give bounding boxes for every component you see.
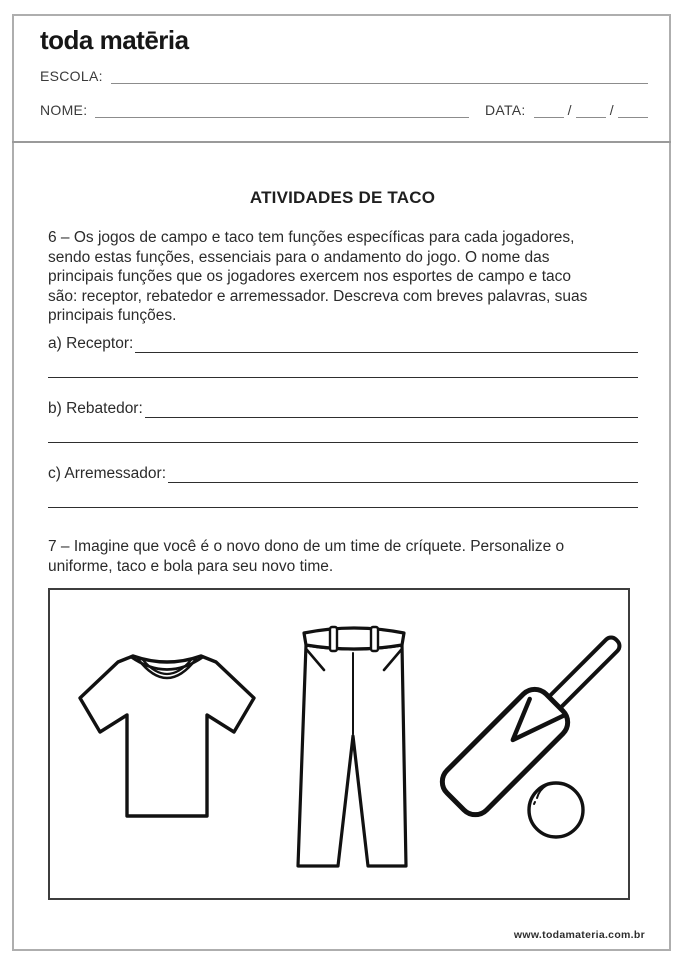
question-7-line: 7 – Imagine que você é o novo dono de um time de críquete. Personalize o — [48, 538, 565, 555]
brand-logo: toda matēria — [40, 25, 189, 55]
drawing-box — [48, 588, 630, 900]
school-label: ESCOLA: — [40, 68, 103, 84]
answer-label-receptor: a) Receptor: — [48, 335, 134, 352]
date-month-blank — [576, 102, 606, 118]
name-blank-line — [95, 102, 469, 118]
question-7-text — [48, 537, 640, 576]
answer-block-receptor — [48, 334, 638, 378]
answer-block-arremessador — [48, 464, 638, 508]
question-6-line: 6 – Os jogos de campo e taco tem funções específicas para cada jogadores, — [48, 229, 575, 246]
date-day-blank — [534, 102, 564, 118]
name-date-field-row — [40, 102, 648, 118]
date-separator: / — [567, 102, 572, 118]
answer-blank-line — [168, 468, 638, 483]
question-6-line: principais funções que os jogadores exercem nos esportes de campo e taco — [48, 268, 571, 285]
ball-drawing — [529, 783, 583, 837]
question-6-text — [48, 228, 640, 326]
answer-blank-line — [48, 507, 638, 508]
tshirt-drawing — [80, 656, 254, 816]
answer-blank-line — [135, 338, 638, 353]
answer-blank-line — [48, 442, 638, 443]
school-field-row — [40, 68, 648, 84]
answer-blank-line — [48, 377, 638, 378]
school-blank-line — [111, 68, 648, 84]
answer-blank-line — [145, 403, 638, 418]
question-7-line: uniforme, taco e bola para seu novo time. — [48, 557, 334, 575]
cricket-bat-drawing — [436, 620, 628, 821]
date-year-blank — [618, 102, 648, 118]
pants-drawing — [298, 627, 406, 866]
question-6-line: sendo estas funções, essenciais para o andamento do jogo. O nome das — [48, 248, 550, 266]
answer-block-rebatedor — [48, 399, 638, 443]
answer-label-arremessador: c) Arremessador: — [48, 465, 167, 482]
name-label: NOME: — [40, 102, 88, 118]
worksheet-title: ATIVIDADES DE TACO — [249, 188, 436, 207]
date-separator: / — [609, 102, 614, 118]
question-6-line: principais funções. — [48, 307, 177, 324]
cricket-items-illustration — [50, 590, 628, 898]
date-label: DATA: — [484, 102, 526, 118]
answer-label-rebatedor: b) Rebatedor: — [48, 400, 143, 417]
header-divider — [12, 141, 671, 143]
question-6-line: são: receptor, rebatedor e arremessador. Descreva com breves palavras, suas — [48, 287, 588, 305]
footer-url: www.todamateria.com.br — [513, 929, 645, 941]
